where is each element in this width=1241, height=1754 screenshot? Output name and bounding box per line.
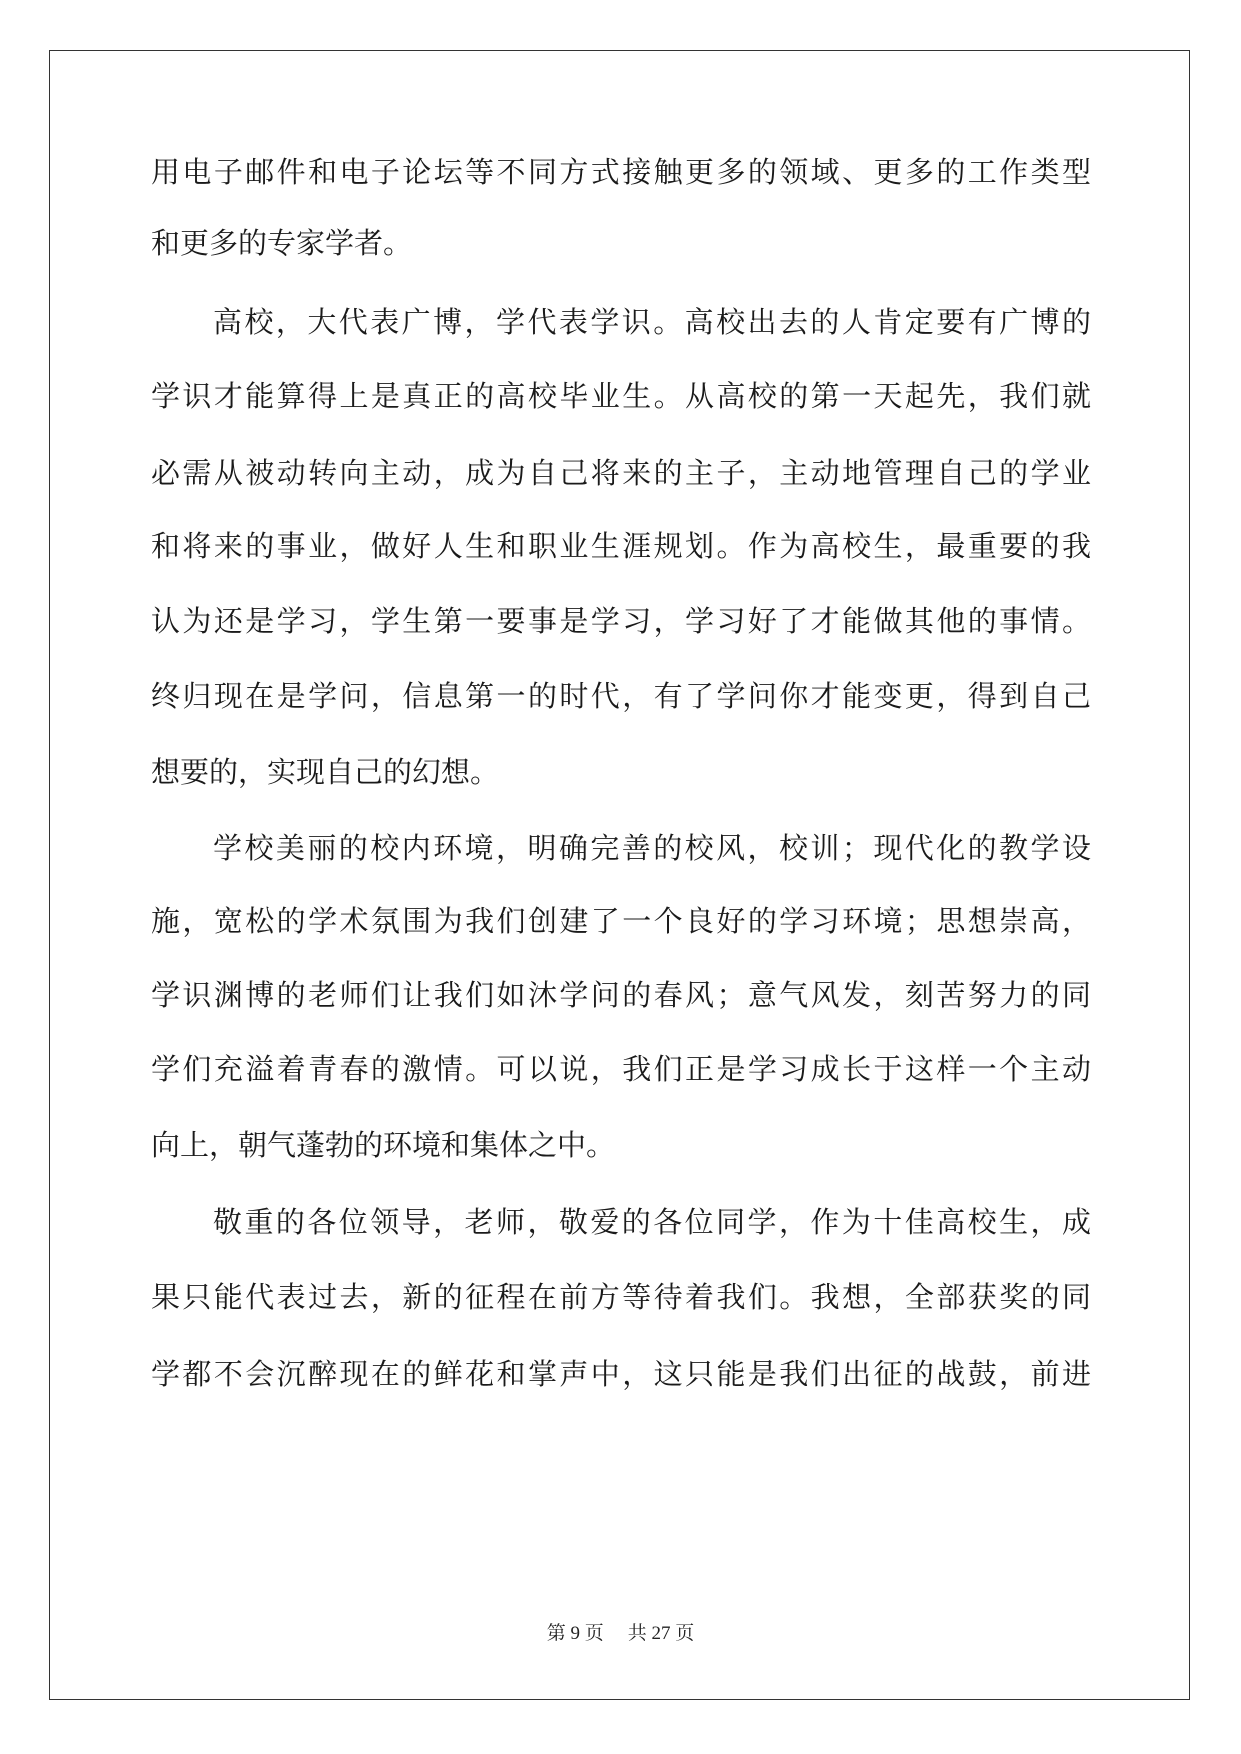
text-line: 想要的，实现自己的幻想。: [151, 755, 500, 789]
text-line: 认为还是学习，学生第一要事是学习，学习好了才能做其他的事情。: [151, 604, 1091, 638]
text-line: 和更多的专家学者。: [151, 226, 413, 260]
text-line: 施，宽松的学术氛围为我们创建了一个良好的学习环境；思想崇高，: [151, 904, 1091, 938]
text-line: 学识渊博的老师们让我们如沐学问的春风；意气风发，刻苦努力的同: [151, 978, 1091, 1012]
page-total: 共 27 页: [627, 1623, 695, 1644]
text-line: 向上，朝气蓬勃的环境和集体之中。: [151, 1128, 616, 1162]
text-line: 用电子邮件和电子论坛等不同方式接触更多的领域、更多的工作类型: [151, 155, 1091, 189]
page-number: 第 9 页: [546, 1623, 604, 1644]
text-line: 果只能代表过去，新的征程在前方等待着我们。我想，全部获奖的同: [151, 1280, 1091, 1314]
text-line: 终归现在是学问，信息第一的时代，有了学问你才能变更，得到自己: [151, 679, 1091, 713]
text-line: 必需从被动转向主动，成为自己将来的主子，主动地管理自己的学业: [151, 456, 1091, 490]
text-line: 学识才能算得上是真正的高校毕业生。从高校的第一天起先，我们就: [151, 379, 1091, 413]
paragraph-first-line: 敬重的各位领导，老师，敬爱的各位同学，作为十佳高校生，成: [213, 1205, 1091, 1239]
text-line: 和将来的事业，做好人生和职业生涯规划。作为高校生，最重要的我: [151, 529, 1091, 563]
text-line: 学都不会沉醉现在的鲜花和掌声中，这只能是我们出征的战鼓，前进: [151, 1357, 1091, 1391]
page-footer: [0, 1620, 1241, 1648]
paragraph-first-line: 学校美丽的校内环境，明确完善的校风，校训；现代化的教学设: [213, 831, 1091, 865]
text-line: 学们充溢着青春的激情。可以说，我们正是学习成长于这样一个主动: [151, 1052, 1091, 1086]
paragraph-first-line: 高校，大代表广博，学代表学识。高校出去的人肯定要有广博的: [213, 305, 1091, 339]
